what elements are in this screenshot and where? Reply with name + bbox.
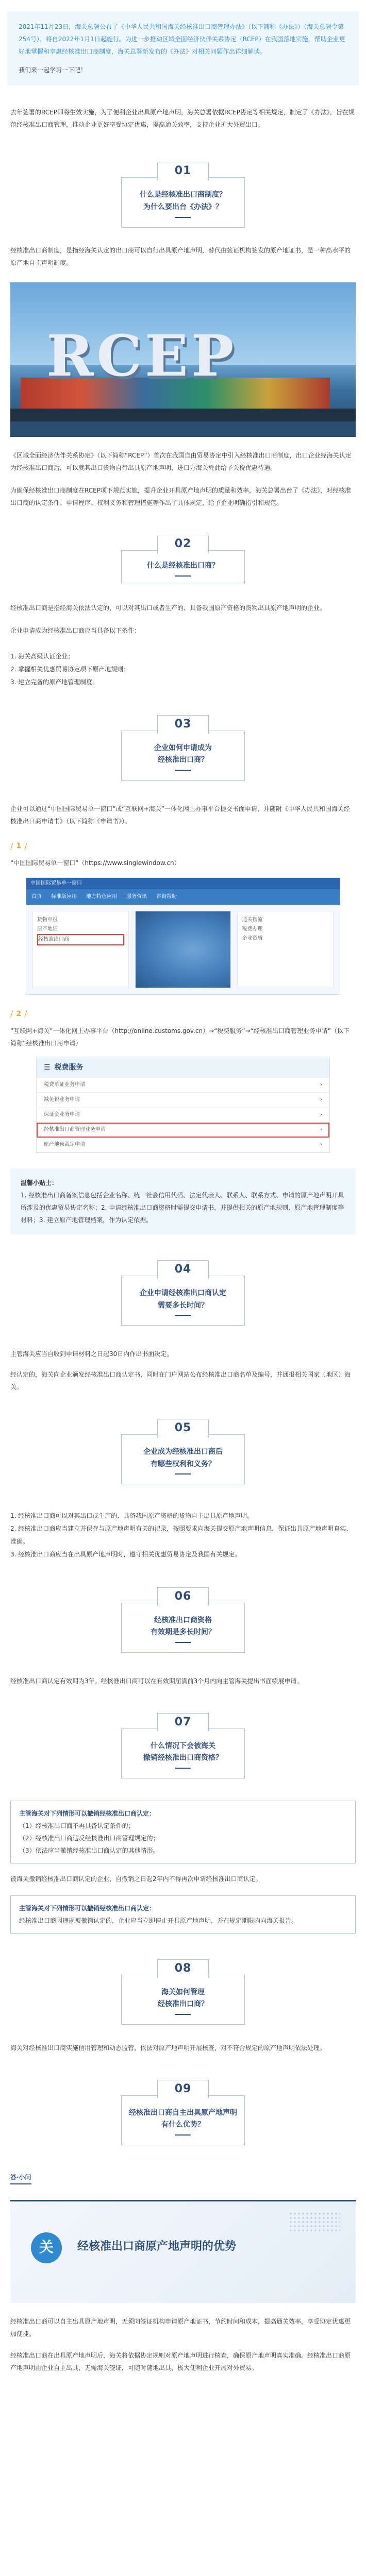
revocation-note-box xyxy=(10,1895,356,1934)
step-marker-2 xyxy=(10,1007,356,1021)
question-line1: 什么情况下会被海关 xyxy=(151,1741,215,1750)
chevron-right-icon: › xyxy=(320,1096,322,1103)
question-underline xyxy=(175,575,191,577)
slash-icon: / xyxy=(10,1009,13,1019)
row-label: 原产地预裁定申请 xyxy=(44,1141,85,1147)
question-box xyxy=(121,177,245,228)
screenshot-body xyxy=(26,905,340,994)
condition-item: 1. 海关高级认证企业； xyxy=(10,653,74,660)
rcep-word: RCEP xyxy=(46,323,237,389)
intro-lead: 我们来一起学习一下吧！ xyxy=(19,66,87,74)
conditions-list xyxy=(10,650,356,689)
question-line2: 撤销经核准出口商资格？ xyxy=(143,1754,223,1762)
step1-text: “中国国际贸易单一窗口”（https://www.singlewindow.cn） xyxy=(10,859,180,867)
question-number: 02 xyxy=(174,537,192,550)
row-label: 经核准出口商管理业务申请 xyxy=(44,1126,106,1132)
final-paragraph: 经核准出口商在出具原产地声明后，海关将依据协定规则对原产地声明进行核查，确保原产地声明真实准确。经核准出口商原产地声明由企业自主出具，无需海关签证，可随时随地出具，极大便利企业开展对外贸易。 xyxy=(10,2351,351,2371)
chevron-right-icon: › xyxy=(320,1081,322,1088)
step2-text: “互联网+海关”一体化网上办事平台（http://online.customs.gov.cn）→“税费服务”→“经核准出口商管理业务申请”（以下简称”经核准出口商申请） xyxy=(10,1027,350,1047)
question-underline xyxy=(175,2134,191,2136)
question-underline xyxy=(175,217,191,218)
panel-row[interactable] xyxy=(37,1138,329,1153)
intro-body: 去年签署的RCEP即将生效实施，为了便利企业出具原产地声明，海关总署依据RCEP协定等相关规定，制定了《办法》，旨在规范经核准出口商管理，推动企业更好享受协定优惠，提高通关效率，支持企业扩大外贸出口。 xyxy=(10,109,355,128)
nav-item[interactable]: 标准版应用 xyxy=(51,894,77,900)
question-box xyxy=(121,731,245,781)
tip-title: 温馨小贴士： xyxy=(21,1179,58,1187)
row-label: 税费单证业务申请 xyxy=(44,1081,85,1088)
question-line1: 海关如何管理 xyxy=(161,1988,205,1996)
question-number: 08 xyxy=(174,1961,192,1975)
question-box xyxy=(121,1975,245,2025)
question-box xyxy=(121,1276,245,1326)
rcep-image xyxy=(10,282,356,437)
tax-service-panel xyxy=(36,1057,330,1153)
answer-09: 经核准出口商可以自主出具原产地声明，无须向签证机构申请原产地证书，节约时间和成本，提高通关效率，享受协定优惠更加便捷。 xyxy=(10,2317,351,2337)
menu-item[interactable]: 货物申报 xyxy=(37,917,58,923)
world-map-image xyxy=(135,911,231,988)
panel-header xyxy=(37,1057,329,1078)
question-line2: 为什么要出台《办法》？ xyxy=(143,202,223,211)
question-header-01 xyxy=(80,162,286,234)
question-line1: 企业申请经核准出口商认定 xyxy=(140,1289,226,1297)
question-underline xyxy=(175,1642,191,1643)
answer-01c: 为确保经核准出口商制度在RCEP项下规范实施，提升企业开具原产地声明的质量和效率，海关总署出台了《办法》，对经核准出口商的认定条件、申请程序、权利义务和管理措施等作出了具体规定，给予企业明确指引和规范。 xyxy=(10,487,351,506)
question-line2: 经核准出口商？ xyxy=(158,756,208,765)
menu-item[interactable]: 企业资质 xyxy=(242,936,263,942)
nav-item[interactable]: 地方特色应用 xyxy=(86,894,117,900)
screenshot-col-right xyxy=(237,911,334,988)
answer-07b: 被海关撤销经核准出口商认定的企业，自撤销之日起2年内不得再次申请经核准出口商认定。 xyxy=(10,1875,262,1883)
intro-box xyxy=(7,11,359,86)
question-underline xyxy=(175,1768,191,1769)
intro-paragraph: 2021年11月23日，海关总署公布了《中华人民共和国海关经核准出口商管理办法》（以下简称《办法》）（海关总署令第254号），将自2022年1月1日起施行。为进一步推动区域全面经济伙伴关系协定（RCEP）在我国落地实施，帮助企业更好地掌握和享惠经核准出口商制度，海关总署新发布的《办法》对相关问题作出详细解读。 xyxy=(19,23,345,55)
slash-icon: / xyxy=(10,841,13,851)
advantage-banner xyxy=(10,2200,356,2303)
question-header-03 xyxy=(80,715,286,792)
revocation-note-title: 主管海关对下列情形可以撤销经核准出口商认定： xyxy=(19,1904,156,1912)
dot-pattern xyxy=(289,2212,340,2232)
chevron-right-icon: › xyxy=(320,1126,322,1132)
row-label: 保证金业务申请 xyxy=(44,1111,80,1117)
menu-item[interactable]: 原产地证 xyxy=(37,926,58,933)
revocation-note-text: 经核准出口商因违规被撤销认定的，企业应当立即停止开具原产地声明，并在规定期限内向海关报告。 xyxy=(19,1917,298,1924)
question-number: 05 xyxy=(174,1421,192,1434)
tip-box xyxy=(10,1168,356,1234)
revocation-title: 主管海关对下列情形可以撤销经核准出口商认定： xyxy=(19,1809,156,1817)
question-number: 06 xyxy=(174,1589,192,1603)
question-line2: 有哪些权利和义务？ xyxy=(151,1460,215,1468)
question-number: 04 xyxy=(174,1262,192,1276)
answer-06: 经核准出口商认定有效期为3年。经核准出口商可以在有效期届满前3个月内向主管海关提出书面续展申请。 xyxy=(10,1677,303,1685)
answer-02b: 企业申请成为经核准出口商应当具备以下条件： xyxy=(10,627,141,634)
steps-intro: 企业可以通过“中国国际贸易单一窗口”或“互联网+海关”一体化网上办事平台提交书面申请，并随附《中华人民共和国海关经核准出口商申请书》（以下简称《申请书》）。 xyxy=(10,805,350,825)
panel-title: 税费服务 xyxy=(54,1063,84,1072)
tip-text: 1. 经核准出口商备案信息包括企业名称、统一社会信用代码、法定代表人、联系人、联系方式、申请的原产地声明开具所涉及的优惠贸易协定名称；2. 申请经核准出口商资格时需提交申请书，并提供相关的原产地规则、原产地管理制度等材料；3. 建立原产地管理档案，作为认定依据。 xyxy=(21,1191,344,1224)
site-nav xyxy=(26,889,340,905)
single-window-screenshot xyxy=(26,877,340,995)
list-item: （1）经核准出口商不再具备认定条件的； xyxy=(19,1822,135,1829)
list-item: （2）经核准出口商违反经核准出口商管理规定的； xyxy=(19,1834,159,1842)
chevron-right-icon: › xyxy=(320,1141,322,1147)
nav-item[interactable]: 首页 xyxy=(31,894,42,900)
revocation-box xyxy=(10,1801,356,1863)
list-item: 2. 经核准出口商应当建立并保存与原产地声明有关的记录，按照要求向海关提交原产地声明信息，保证出具原产地声明真实、准确。 xyxy=(10,1524,353,1546)
slash-icon: / xyxy=(24,1009,27,1019)
nav-item[interactable]: 服务资讯 xyxy=(126,894,147,900)
screenshot-col-left xyxy=(32,911,129,988)
condition-item: 2. 掌握相关优惠贸易协定项下原产地规则； xyxy=(10,666,130,673)
section-tag-label: 答·小问 xyxy=(10,2173,31,2184)
slash-icon: / xyxy=(24,841,27,851)
question-line1: 什么是经核准出口商？ xyxy=(147,562,219,570)
nav-item[interactable]: 咨询帮助 xyxy=(156,894,177,900)
list-item: 3. 经核准出口商应当在出具原产地声明时，遵守相关优惠贸易协定及我国有关规定。 xyxy=(10,1551,241,1558)
question-box xyxy=(121,550,245,584)
question-line2: 有效期是多长时间？ xyxy=(151,1628,215,1637)
question-line1: 企业如何申请成为 xyxy=(154,743,212,752)
menu-item[interactable]: 税费办理 xyxy=(242,926,263,933)
question-line1: 什么是经核准出口商制度？ xyxy=(140,191,226,199)
question-header-05 xyxy=(80,1419,286,1496)
question-line1: 经核准出口商资格 xyxy=(154,1616,212,1624)
question-header-07 xyxy=(80,1713,286,1790)
image-sea xyxy=(10,421,356,437)
answer-01b: 《区域全面经济伙伴关系协定》（以下简称“RCEP”）首次在我国自由贸易协定中引入经核准出口商制度，出口企业经海关认定为经核准出口商后，可以就其出口货物自行出具原产地声明，进口方海关凭此给予关税优惠待遇。 xyxy=(10,452,352,471)
question-number: 03 xyxy=(174,717,192,731)
question-box xyxy=(121,1434,245,1485)
question-box xyxy=(121,1728,245,1779)
question-header-06 xyxy=(80,1587,286,1665)
step-number: 2 xyxy=(16,1009,22,1018)
panel-row[interactable] xyxy=(37,1108,329,1123)
condition-item: 3. 建立完备的原产地管理制度。 xyxy=(10,679,99,686)
question-header-08 xyxy=(80,1959,286,2031)
list-item: 1. 经核准出口商可以对其出口或生产的、具备我国原产资格的货物自主出具原产地声明。 xyxy=(10,1512,254,1519)
question-number: 07 xyxy=(174,1715,192,1728)
answer-02: 经核准出口商是指经海关依法认定的，可以对其出口或者生产的、具备我国原产资格的货物出具原产地声明的企业。 xyxy=(10,604,326,612)
question-header-02 xyxy=(80,535,286,591)
step-number: 1 xyxy=(16,842,22,851)
menu-item-highlighted[interactable]: 经核准出口商 xyxy=(37,934,124,945)
question-number: 01 xyxy=(174,164,192,177)
question-box xyxy=(121,1603,245,1653)
question-line1: 企业成为经核准出口商后 xyxy=(143,1447,223,1456)
chevron-right-icon: › xyxy=(320,1111,322,1117)
banner-title: 经核准出口商原产地声明的优势 xyxy=(77,2240,237,2253)
panel-row-highlighted[interactable] xyxy=(37,1123,329,1138)
answer-04b: 经认定的，海关向企业颁发经核准出口商认定书，同时在门户网站公布经核准出口商名单及编号，并通报相关国家（地区）海关。 xyxy=(10,1370,351,1391)
answer-08: 海关对经核准出口商实施信用管理和动态监管，依法对原产地声明开展核查，对不符合规定的原产地声明依法处理。 xyxy=(10,2044,326,2052)
section-tag xyxy=(10,2173,356,2184)
question-underline xyxy=(175,770,191,771)
browser-bar: 中国国际贸易单一窗口 xyxy=(26,878,340,889)
question-line1: 经核准出口商自主出具原产地声明 xyxy=(129,2108,237,2117)
step-marker-1 xyxy=(10,840,356,853)
question-underline xyxy=(175,1473,191,1475)
list-item: （3）依法应当撤销经核准出口商认定的其他情形。 xyxy=(19,1846,159,1854)
panel-row[interactable] xyxy=(37,1093,329,1108)
question-header-04 xyxy=(80,1260,286,1337)
question-number: 09 xyxy=(174,2082,192,2095)
question-line2: 有什么优势？ xyxy=(161,2121,205,2129)
question-box xyxy=(121,2095,245,2146)
row-label: 减免税业务申请 xyxy=(44,1096,80,1103)
question-underline xyxy=(175,2014,191,2015)
answer-01: 经核准出口商制度，是指经海关认定的出口商可以自行出具原产地声明，替代由签证机构签发的原产地证书，是一种高水平的原产地自主声明制度。 xyxy=(10,247,351,266)
question-line2: 需要多长时间？ xyxy=(158,1301,208,1310)
customs-logo-icon: 关 xyxy=(31,2232,62,2263)
question-line2: 经核准出口商？ xyxy=(158,2000,208,2009)
rights-list xyxy=(10,1510,356,1562)
list-icon: ☰ xyxy=(44,1063,51,1072)
menu-item[interactable]: 通关物流 xyxy=(242,917,263,923)
answer-04: 主管海关应当自收到申请材料之日起30日内作出书面决定。 xyxy=(10,1350,173,1358)
panel-row[interactable] xyxy=(37,1078,329,1093)
question-underline xyxy=(175,1315,191,1316)
question-header-09 xyxy=(80,2080,286,2152)
